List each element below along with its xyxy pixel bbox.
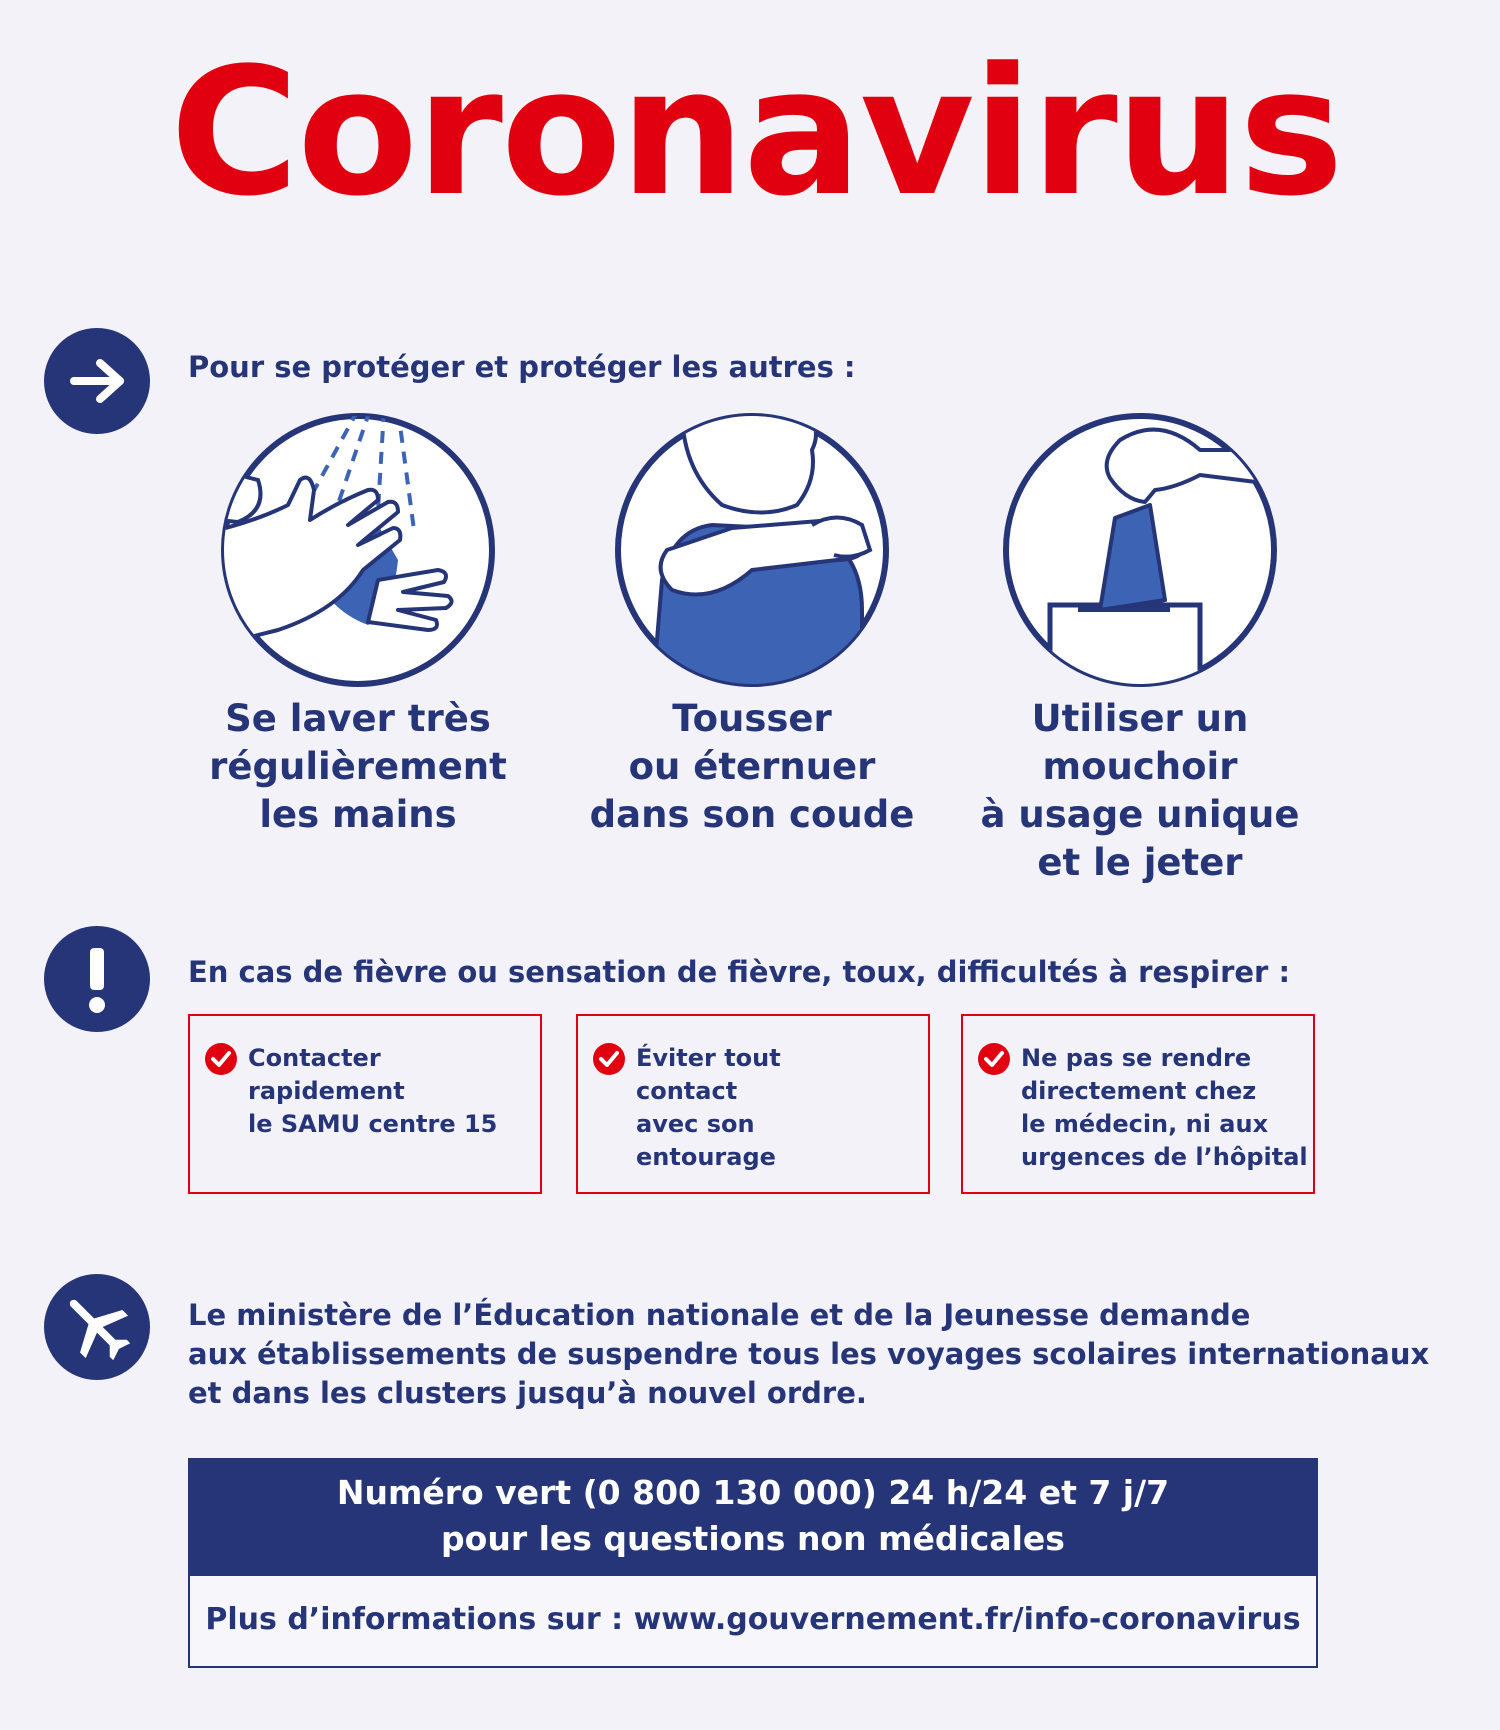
check-icon [592, 1042, 626, 1076]
gesture-caption-tissue: Utiliser un mouchoir à usage unique et le jeter [980, 697, 1300, 884]
info-link[interactable]: Plus d’informations sur : www.gouvernement.fr/info-coronavirus [188, 1576, 1318, 1668]
action-text: Contacter rapidement le SAMU centre 15 [248, 1044, 498, 1138]
tissue-bin-icon [1000, 410, 1280, 690]
action-text: Ne pas se rendre directement chez le médecin, ni aux urgences de l’hôpital [1021, 1044, 1308, 1171]
airplane-icon [44, 1274, 150, 1380]
action-box-no-doctor-visit [961, 1014, 1315, 1194]
gesture-caption-wash-hands: Se laver très régulièrement les mains [209, 697, 507, 836]
travel-notice: Le ministère de l’Éducation nationale et de la Jeunesse demande aux établissements de suspendre tous les voyages scolaires internationaux et dans les clusters jusqu’à nouvel ordre. [188, 1298, 1430, 1410]
exclamation-icon [44, 926, 150, 1032]
protect-label: Pour se protéger et protéger les autres : [188, 350, 856, 384]
arrow-right-icon [44, 328, 150, 434]
page-title: Coronavirus [170, 30, 1342, 235]
check-icon [977, 1042, 1011, 1076]
hand-washing-icon [218, 410, 498, 690]
hotline-banner: Numéro vert (0 800 130 000) 24 h/24 et 7 j/7 pour les questions non médicales [188, 1458, 1318, 1576]
symptoms-label: En cas de fièvre ou sensation de fièvre, toux, difficultés à respirer : [188, 955, 1291, 989]
action-box-avoid-contact [576, 1014, 930, 1194]
gesture-caption-cough-elbow: Tousser ou éternuer dans son coude [589, 697, 915, 836]
check-icon [204, 1042, 238, 1076]
action-box-contact-samu [188, 1014, 542, 1194]
cough-in-elbow-icon [612, 410, 892, 690]
action-text: Éviter tout contact avec son entourage [636, 1044, 781, 1171]
